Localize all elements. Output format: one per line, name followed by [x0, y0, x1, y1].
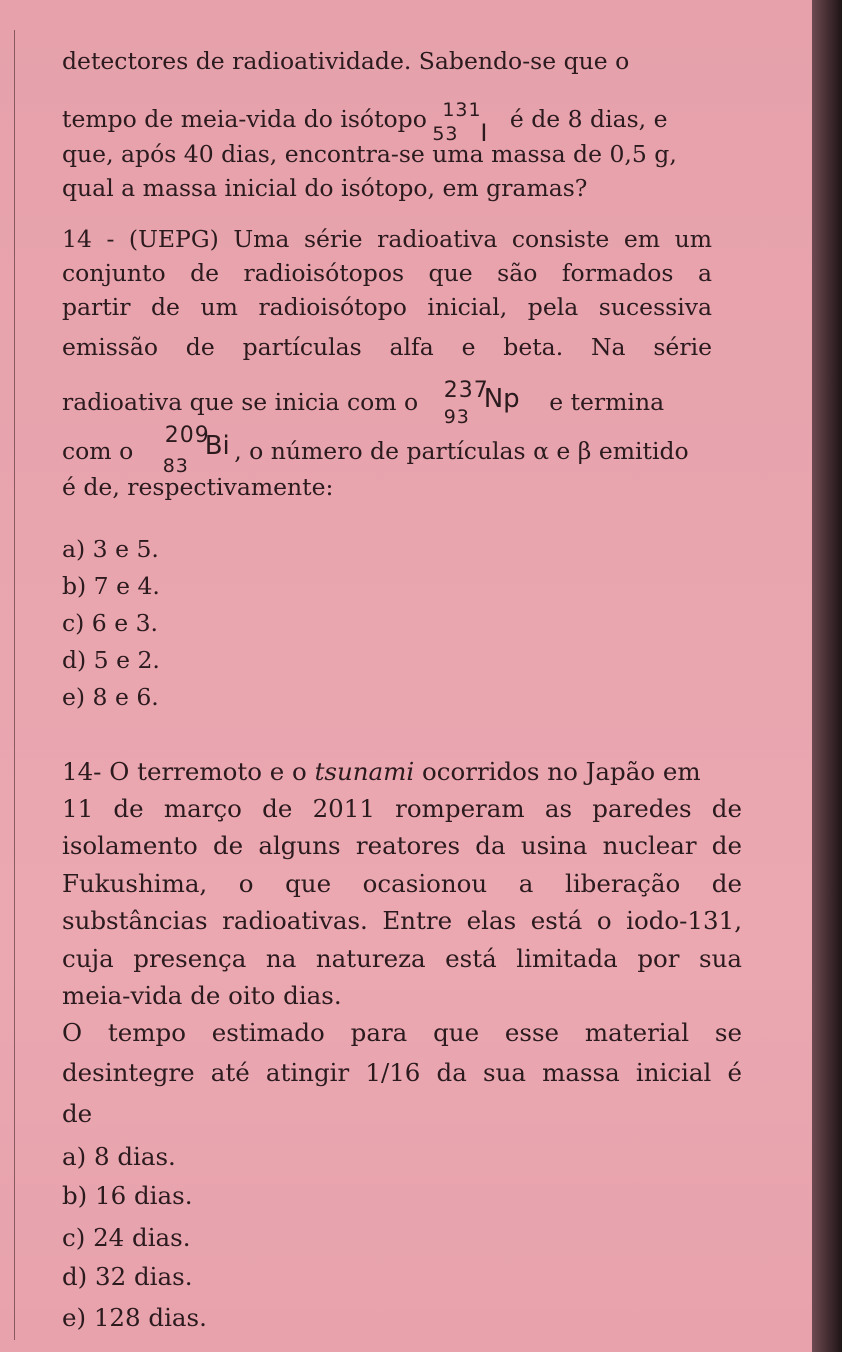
q13-line4: qual a massa inicial do isótopo, em gramas? — [62, 174, 588, 202]
q14a-line6-pre: com o — [62, 437, 134, 465]
q14a-line1: 14 - (UEPG) Uma série radioativa consiste em um — [62, 225, 712, 253]
q14b-option-c: c) 24 dias. — [62, 1223, 191, 1252]
page-edge-shadow — [812, 0, 842, 1352]
q14b-line9: desintegre até atingir 1/16 da sua massa inicial é — [62, 1058, 742, 1087]
iodine-mass-number: 131 — [442, 99, 482, 121]
q14b-option-a: a) 8 dias. — [62, 1142, 176, 1171]
q14a-option-a: a) 3 e 5. — [62, 535, 159, 563]
q14a-line3: partir de um radioisótopo inicial, pela sucessiva — [62, 293, 712, 321]
q14b-line10: de — [62, 1099, 93, 1128]
q14a-line2: conjunto de radioisótopos que são formados a — [62, 259, 712, 287]
q14a-line5-pre: radioativa que se inicia com o — [62, 388, 419, 416]
q14a-line7: é de, respectivamente: — [62, 473, 334, 501]
q14a-line6 — [62, 423, 689, 477]
q14b-line6: cuja presença na natureza está limitada por sua — [62, 944, 742, 973]
q14b-line2: 11 de março de 2011 romperam as paredes de — [62, 794, 742, 823]
q14b-line4: Fukushima, o que ocasionou a liberação de — [62, 869, 742, 898]
q14b-line5: substâncias radioativas. Entre elas está o iodo-131, — [62, 906, 742, 935]
q14b-line1-post: ocorridos no Japão em — [414, 757, 701, 786]
q14a-line5-post: e termina — [549, 388, 665, 416]
q14a-option-c: c) 6 e 3. — [62, 609, 159, 637]
q14a-option-d: d) 5 e 2. — [62, 646, 160, 674]
q14a-line4: emissão de partículas alfa e beta. Na série — [62, 333, 712, 361]
q14a-option-e: e) 8 e 6. — [62, 683, 159, 711]
q13-line2 — [62, 99, 668, 147]
bismuth-symbol: Bi — [204, 431, 230, 461]
bismuth-mass-number: 209 — [164, 423, 210, 448]
neptunium-symbol: Np — [483, 384, 520, 414]
q14b-tsunami-word: tsunami — [314, 757, 415, 786]
q14b-option-e: e) 128 dias. — [62, 1303, 207, 1332]
iodine-symbol: I — [480, 119, 488, 147]
neptunium-mass-number: 237 — [443, 378, 489, 403]
q14a-option-b: b) 7 e 4. — [62, 572, 160, 600]
q14b-line8: O tempo estimado para que esse material se — [62, 1018, 742, 1047]
q14b-line3: isolamento de alguns reatores da usina nuclear de — [62, 831, 742, 860]
page-fold-line — [14, 30, 15, 1340]
iodine-atomic-number: 53 — [432, 123, 459, 145]
bismuth-atomic-number: 83 — [162, 455, 189, 477]
neptunium-atomic-number: 93 — [443, 406, 470, 428]
q14b-option-d: d) 32 dias. — [62, 1262, 193, 1291]
q14b-line7: meia-vida de oito dias. — [62, 981, 342, 1010]
q14b-option-b: b) 16 dias. — [62, 1181, 193, 1210]
q14a-line6-post: , o número de partículas α e β emitido — [234, 437, 689, 465]
q14b-line1 — [62, 757, 701, 786]
q13-line1: detectores de radioatividade. Sabendo-se que o — [62, 47, 630, 75]
q13-line2-post: é de 8 dias, e — [509, 105, 668, 133]
q13-line2-pre: tempo de meia-vida do isótopo — [62, 105, 427, 133]
q14a-line5 — [62, 378, 665, 428]
q14b-line1-pre: 14- O terremoto e o — [62, 757, 315, 786]
q13-line3: que, após 40 dias, encontra-se uma massa de 0,5 g, — [62, 140, 677, 168]
